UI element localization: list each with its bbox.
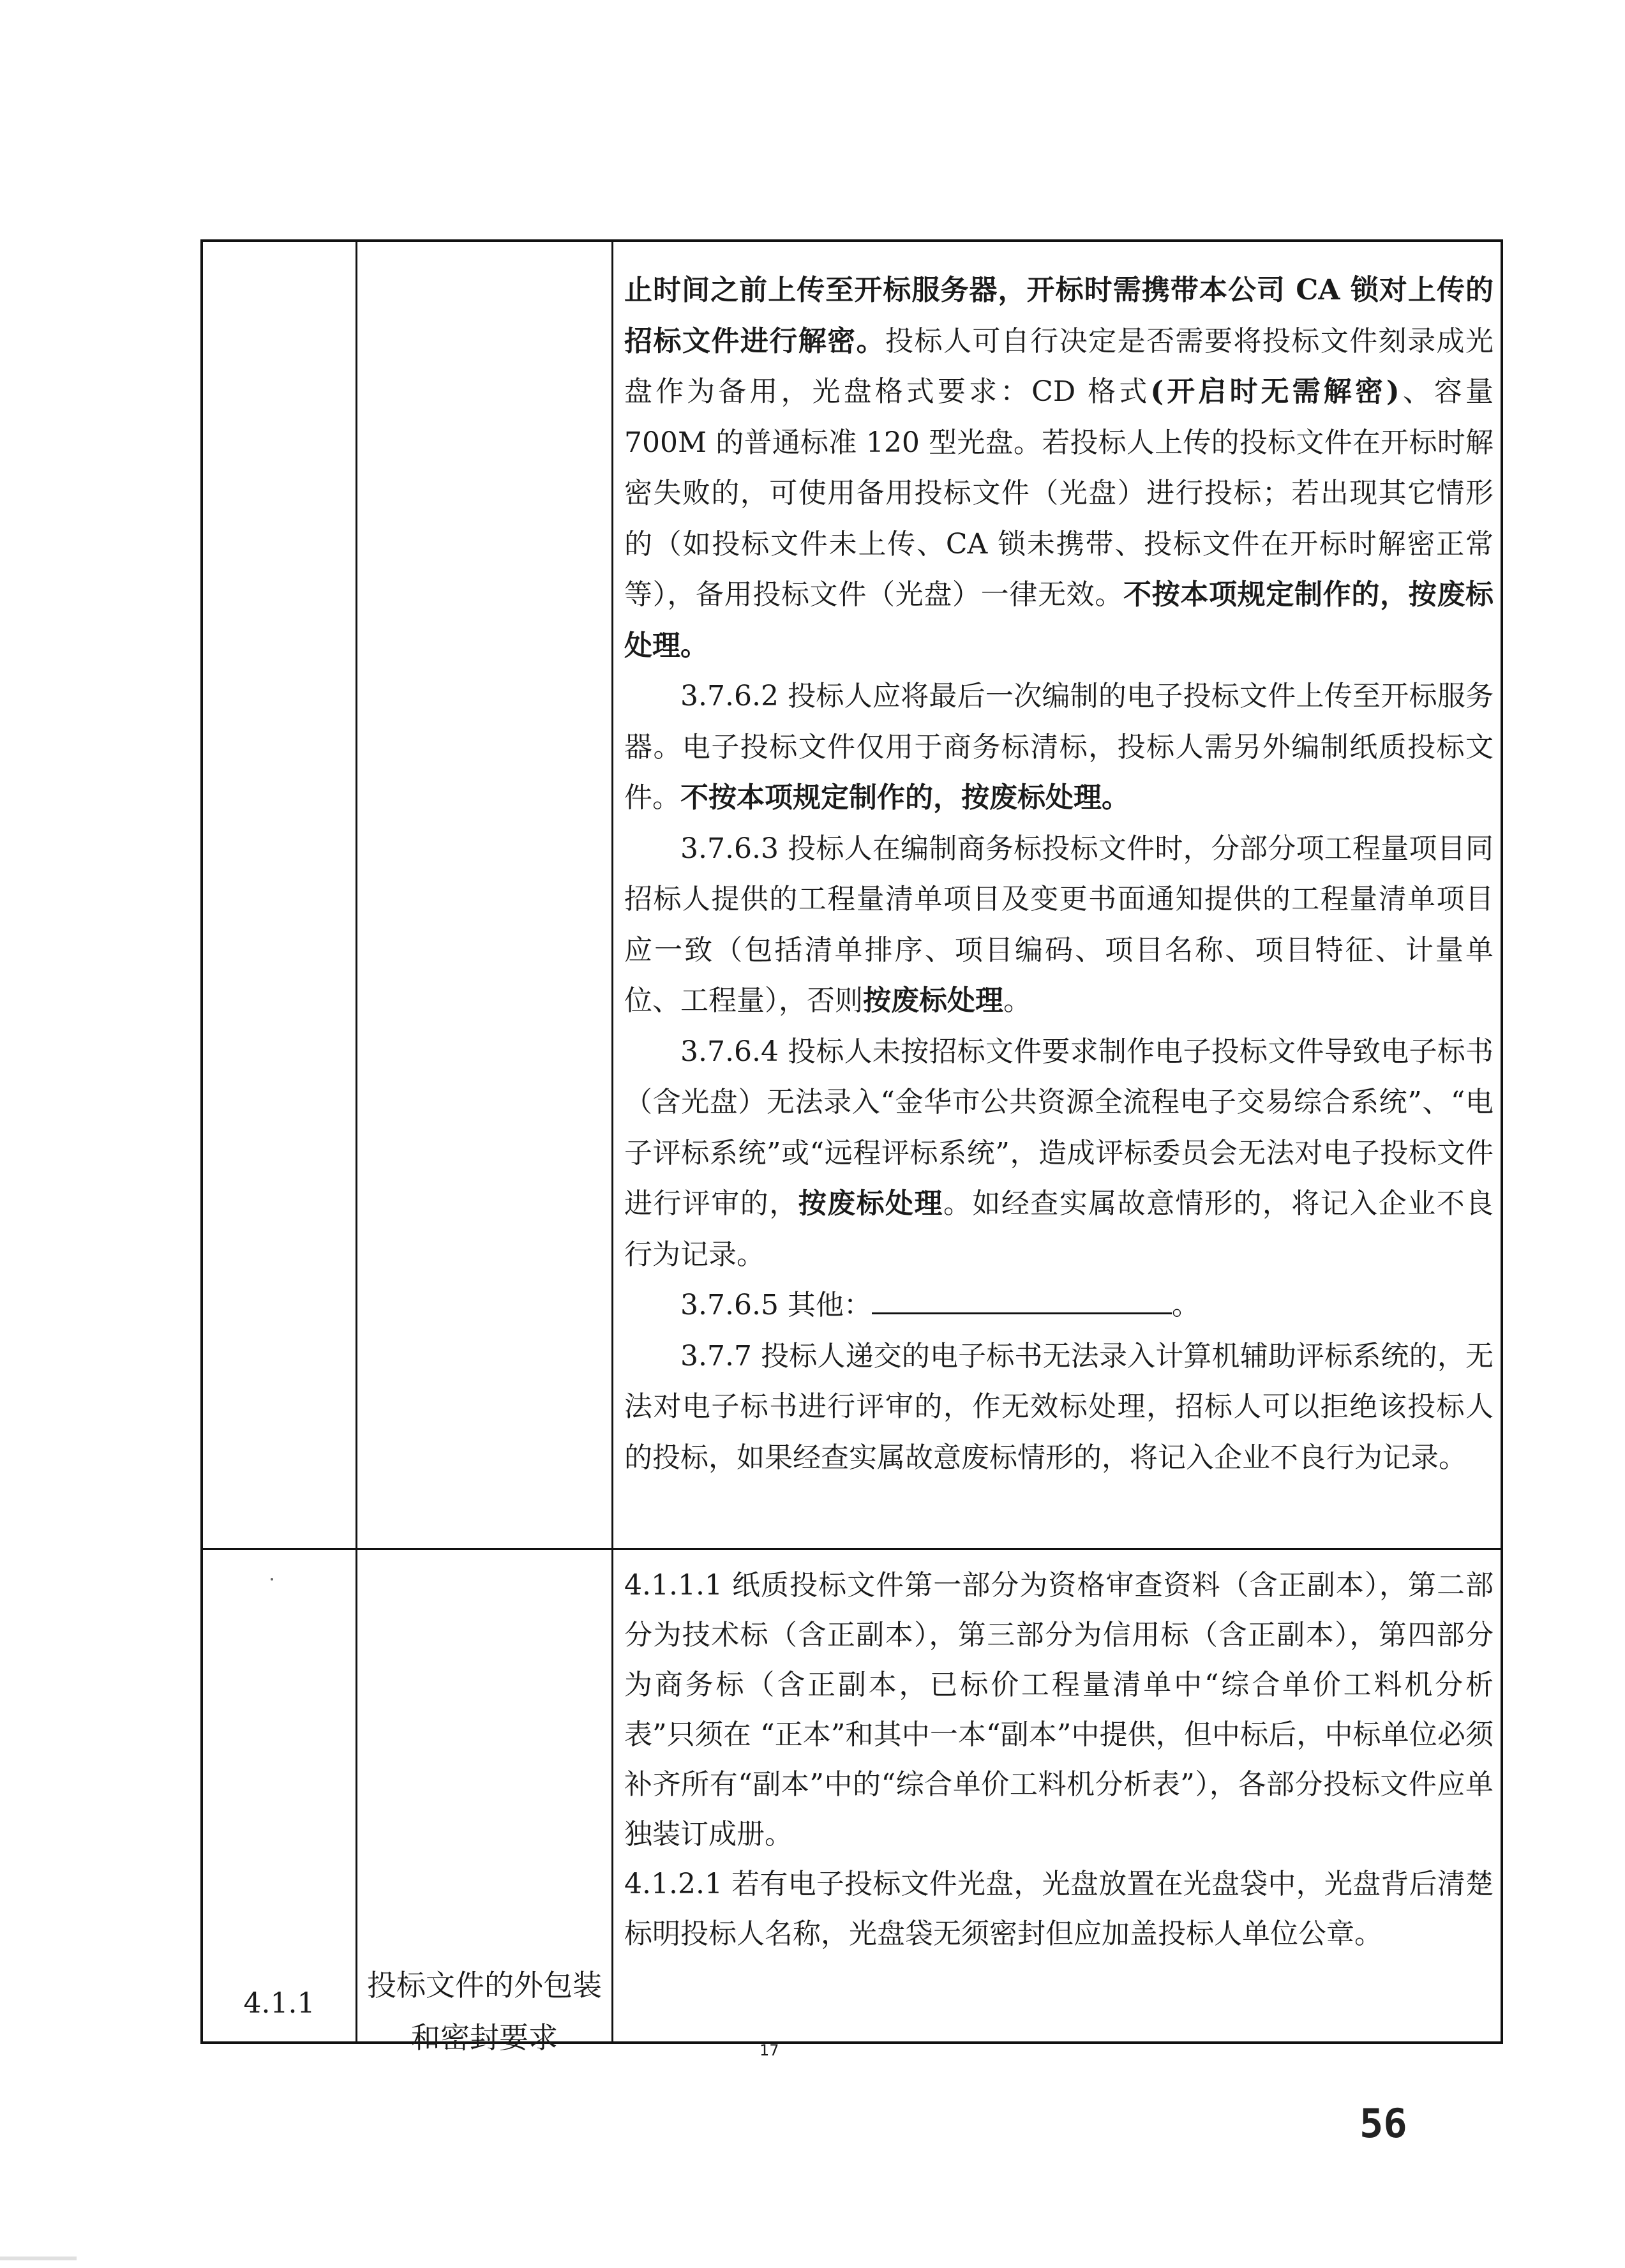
- content-cell-continued: [624, 265, 1494, 1483]
- text: 。: [1171, 1289, 1200, 1321]
- column-divider: [611, 242, 613, 2041]
- text: 3.7.6.2 投标人应将最后一次编制的电子投标文件上传至开标服务器。电子投标文件仅用于商务标清标，投标人需另外编制纸质投标文件。: [624, 680, 1494, 814]
- stamped-page-number: 56: [1359, 2100, 1407, 2147]
- column-divider: [356, 242, 357, 2041]
- bold-text: 按废标处理: [798, 1187, 943, 1220]
- bold-text: 不按本项规定制作的，按废标处理。: [624, 578, 1494, 662]
- paragraph-3-7-6-1-continued: [624, 265, 1494, 671]
- text: 。: [1003, 984, 1031, 1017]
- fill-in-blank: [872, 1287, 1172, 1314]
- paragraph-4-1-1-1: 4.1.1.1 纸质投标文件第一部分为资格审查资料（含正副本），第二部分为技术标（含正副本），第三部分为信用标（含正副本），第四部分为商务标（含正副本，已标价工程量清单中“综合单价工料机分析表”只须在 “正本”和其中一本“副本”中提供，但中标后，中标单位必须补齐所有“副本”中的“综合单价工料机分析表”），各部分投标文件应单独装订成册。: [624, 1569, 1494, 1851]
- text: 3.7.6.5 其他：: [680, 1289, 872, 1321]
- paragraph-3-7-7: [624, 1331, 1494, 1483]
- row-divider: [203, 1548, 1501, 1550]
- text: 3.7.6.4 投标人未按招标文件要求制作电子投标文件导致电子标书（含光盘）无法录入“金华市公共资源全流程电子交易综合系统”、“电子评标系统”或“远程评标系统”，造成评标委员会无法对电子投标文件进行评审的，: [624, 1035, 1494, 1220]
- content-cell: [624, 1561, 1494, 1959]
- paragraph-3-7-6-4: [624, 1026, 1494, 1280]
- paragraph-3-7-6-5: [624, 1280, 1494, 1331]
- text: 3.7.7 投标人递交的电子标书无法录入计算机辅助评标系统的，无法对电子标书进行评审的，作无效标处理，招标人可以拒绝该投标人的投标，如果经查实属故意废标情形的，将记入企业不良行为记录。: [624, 1339, 1494, 1474]
- text: 。如经查实属故意情形的，将记入企业不良行为记录。: [624, 1187, 1494, 1271]
- text: 3.7.6.3 投标人在编制商务标投标文件时，分部分项工程量项目同招标人提供的工程量清单项目及变更书面通知提供的工程量清单项目应一致（包括清单排序、项目编码、项目名称、项目特征、计量单位、工程量），否则: [624, 832, 1494, 1017]
- scan-speck: [271, 1578, 273, 1581]
- paragraph-3-7-6-2: [624, 671, 1494, 823]
- paragraph-4-1-2-1: 4.1.2.1 若有电子投标文件光盘，光盘放置在光盘袋中，光盘背后清楚标明投标人名称，光盘袋无须密封但应加盖投标人单位公章。: [624, 1868, 1494, 1950]
- paragraph-3-7-6-3: [624, 823, 1494, 1026]
- bold-text: 止时间之前上传至开标服务器，开标时需携带本公司 CA 锁对上传的招标文件进行解密。: [624, 274, 1494, 357]
- clause-name: 投标文件的外包装和密封要求: [367, 1968, 602, 2055]
- page-number: 17: [760, 2041, 779, 2059]
- scan-smudge: [0, 2257, 77, 2260]
- bold-text: 按废标处理: [863, 984, 1003, 1017]
- clause-number: 4.1.1: [243, 1987, 315, 2020]
- text: 、容量 700M 的普通标准 120 型光盘。若投标人上传的投标文件在开标时解密失败的，可使用备用投标文件（光盘）进行投标；若出现其它情形的（如投标文件未上传、CA 锁未携带、投标文件在开标时解密正常等），备用投标文件（光盘）一律无效。: [624, 375, 1494, 611]
- bold-text: (开启时无需解密): [1150, 375, 1400, 408]
- bold-text: 不按本项规定制作的，按废标处理。: [680, 781, 1130, 814]
- text: 投标人可自行决定是否需要将投标文件刻录成光盘作为备用，光盘格式要求：CD 格式: [624, 324, 1494, 408]
